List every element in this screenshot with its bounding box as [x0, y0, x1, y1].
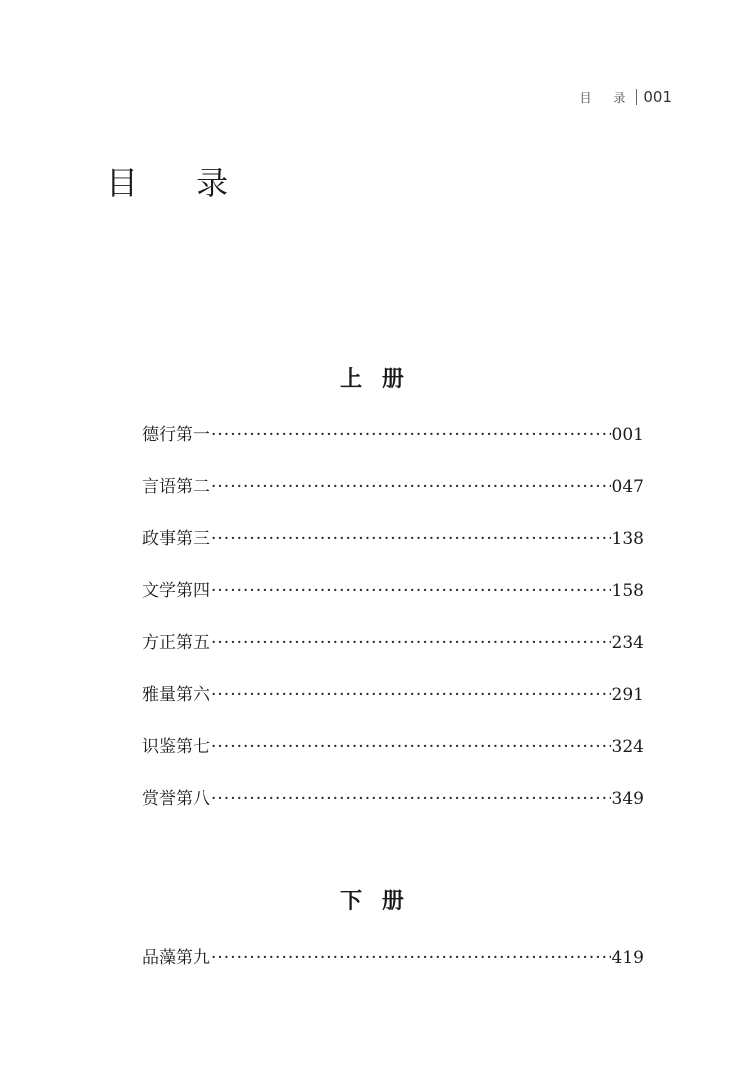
toc-entry-label: 德行第一 — [142, 425, 210, 445]
section-title-vol1: 上 册 — [340, 367, 410, 392]
running-head-page-number: 001 — [643, 88, 672, 106]
running-head — [580, 88, 672, 106]
toc-entry-page: 001 — [611, 425, 644, 445]
toc-entry-page: 158 — [611, 581, 644, 601]
toc-entry-page: 324 — [611, 737, 644, 757]
toc-entry[interactable] — [142, 784, 644, 836]
toc-entry[interactable] — [142, 680, 644, 732]
toc-entry[interactable] — [142, 628, 644, 680]
toc-entry[interactable] — [142, 943, 644, 995]
section-title-vol2: 下 册 — [340, 889, 410, 914]
toc-entry-label: 赏誉第八 — [142, 789, 210, 809]
toc-entry[interactable] — [142, 472, 644, 524]
toc-entry-page: 047 — [611, 477, 644, 497]
toc-leader-dots — [211, 633, 611, 653]
toc-entry-page: 419 — [611, 948, 644, 968]
toc-leader-dots — [211, 789, 611, 809]
toc-entry[interactable] — [142, 576, 644, 628]
toc-entry-label: 方正第五 — [142, 633, 210, 653]
toc-entry-page: 349 — [611, 789, 644, 809]
toc-list-vol2 — [142, 943, 644, 995]
toc-entry[interactable] — [142, 524, 644, 576]
toc-leader-dots — [211, 737, 611, 757]
toc-entry[interactable] — [142, 420, 644, 472]
toc-list-vol1 — [142, 420, 644, 836]
running-head-divider — [636, 89, 637, 105]
running-head-title: 目 录 — [579, 90, 635, 105]
toc-entry-page: 138 — [611, 529, 644, 549]
toc-leader-dots — [211, 477, 611, 497]
toc-entry[interactable] — [142, 732, 644, 784]
toc-entry-label: 言语第二 — [142, 477, 210, 497]
toc-leader-dots — [211, 948, 611, 968]
toc-entry-page: 291 — [611, 685, 644, 705]
toc-leader-dots — [211, 685, 611, 705]
toc-leader-dots — [211, 581, 611, 601]
toc-entry-label: 雅量第六 — [142, 685, 210, 705]
toc-leader-dots — [211, 529, 611, 549]
toc-entry-page: 234 — [611, 633, 644, 653]
toc-entry-label: 识鉴第七 — [142, 737, 210, 757]
page-title: 目 录 — [106, 164, 253, 202]
toc-entry-label: 文学第四 — [142, 581, 210, 601]
toc-entry-label: 品藻第九 — [142, 948, 210, 968]
toc-entry-label: 政事第三 — [142, 529, 210, 549]
toc-leader-dots — [211, 425, 611, 445]
